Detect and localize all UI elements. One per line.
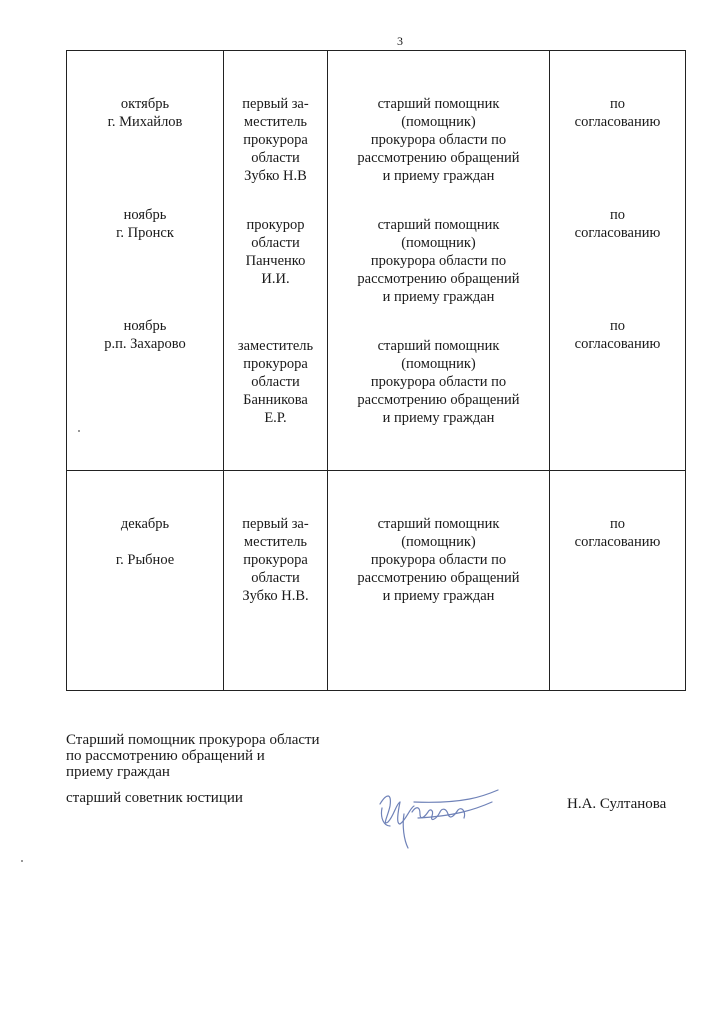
official-cell: заместитель прокурора области Банникова Е.Р. — [237, 338, 314, 426]
official-cell: первый за- меститель прокурора области Зубко Н.В. — [224, 471, 328, 691]
scan-speck — [21, 860, 23, 862]
scan-speck — [78, 430, 80, 432]
assistant-cell: старший помощник (помощник) прокурора области по рассмотрению обращений и приему граждан — [357, 338, 520, 426]
official-cell: прокурор области Панченко И.И. — [245, 217, 306, 287]
status-cell: по согласованию — [574, 96, 661, 130]
signatory-rank: старший советник юстиции — [66, 790, 243, 806]
period-cell: декабрь г. Рыбное — [67, 471, 224, 691]
table-row — [67, 51, 686, 471]
schedule-table — [66, 50, 686, 691]
status-cell: по согласованию — [550, 471, 686, 691]
assistant-cell: старший помощник (помощник) прокурора области по рассмотрению обращений и приему граждан — [328, 471, 550, 691]
assistant-cell: старший помощник (помощник) прокурора области по рассмотрению обращений и приему граждан — [357, 96, 520, 184]
period-column — [67, 51, 224, 471]
period-cell: ноябрь р.п. Захарово — [104, 318, 186, 352]
signatory-position: Старший помощник прокурора области по рассмотрению обращений и приему граждан — [66, 732, 320, 780]
handwritten-signature — [374, 782, 504, 854]
status-column — [550, 51, 686, 471]
table-row — [67, 471, 686, 691]
official-cell: первый за- меститель прокурора области Зубко Н.В — [242, 96, 309, 184]
signatory-name: Н.А. Султанова — [567, 796, 667, 812]
official-column — [224, 51, 328, 471]
assistant-cell: старший помощник (помощник) прокурора области по рассмотрению обращений и приему граждан — [357, 217, 520, 305]
period-cell: октябрь г. Михайлов — [107, 96, 183, 130]
assistant-column — [328, 51, 550, 471]
status-cell: по согласованию — [574, 207, 661, 241]
page-number: 3 — [397, 34, 403, 48]
period-cell: ноябрь г. Пронск — [116, 207, 174, 241]
status-cell: по согласованию — [574, 318, 661, 352]
